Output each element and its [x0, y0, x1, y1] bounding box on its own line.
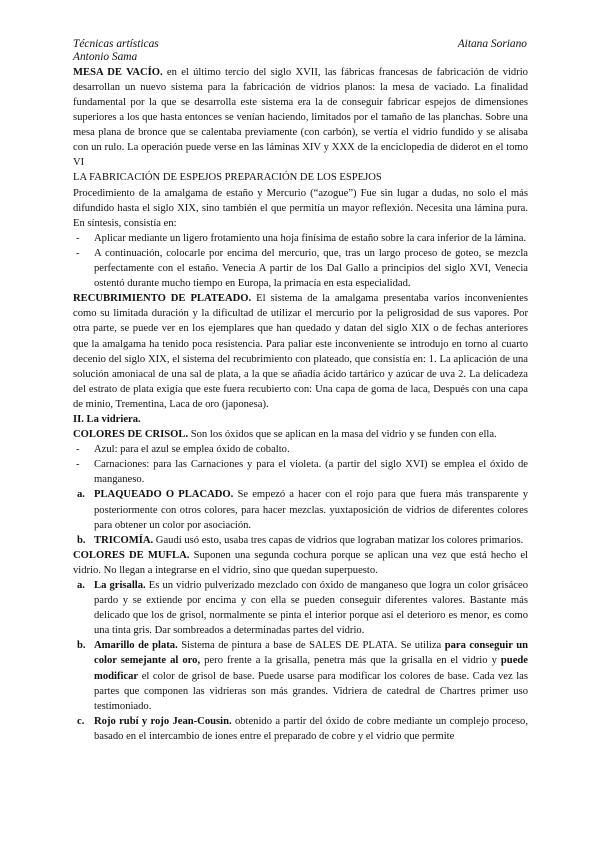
text-tricomia: Gaudí usó esto, usaba tres capas de vidrios que lograban matizar los colores primarios.	[153, 534, 524, 546]
list-mufla-techniques	[73, 578, 528, 744]
text-grisalla: Es un vidrio pulverizado mezclado con óxido de manganeso que logra un color grisáceo pardo y se extiende por encima y con ella se pueden conseguir diferentes valores. Bastante más delicado que los de grisol, normalmente se pinta el interior porque así el deterioro es menor, es como una tinta gris. Dar sombreados a determinadas partes del vidrio.	[94, 580, 528, 637]
emphasis-color-oro: para conseguir un color semejante al oro,	[94, 640, 528, 667]
list-marker: c.	[77, 715, 85, 727]
paragraph-colores-mufla	[73, 548, 528, 578]
emphasis-puede-modificar: puede modificar	[94, 655, 528, 682]
term-colores-crisol: COLORES DE CRISOL.	[73, 429, 189, 441]
list-item	[73, 638, 528, 713]
header-author: Aitana Soriano	[457, 38, 527, 50]
text-rojo-rubi: obtenido a partir del óxido de cobre mediante un complejo proceso, basado en el intercambio de iones entre el preparado de cobre y el vidrio que permite	[94, 715, 528, 742]
list-item: - Carnaciones: para las Carnaciones y para el violeta. (a partir del siglo XVI) se emplea el óxido de manganeso.	[73, 457, 528, 487]
paragraph-mesa-de-vacio	[73, 65, 528, 171]
text-mesa-de-vacio: en el último tercio del siglo XVII, las fábricas francesas de fabricación de vidrio desarrollan un nuevo sistema para la fabricación de vidrios planos: la mesa de vaciado. La finalidad fundamental por la que se desarrolla este sistema era la de conseguir fabricar espejos de dimensiones superiores a los que hasta entonces se venían haciendo, limitados por el tamaño de las planchas. Sobre una mesa plana de bronce que se calentaba previamente (con carbón), se vertía el vidrio fundido y se alisaba con un rulo. La operación puede verse en las láminas XIV y XXX de la enciclopedia de diderot en el tomo VI	[73, 66, 528, 169]
list-item: - A continuación, colocarle por encima del mercurio, que, tras un largo proceso de goteo, se mezcla perfectamente con el estaño. Venecia A partir de los Dal Gallo a principios del siglo XVI, Venecia ostentó durante mucho tiempo en Europa, la primacía en esta especialidad.	[73, 246, 528, 291]
text-colores-mufla: Suponen una segunda cochura porque se aplican una vez que está hecho el vidrio. No llegan a integrarse en el vidrio, sino que quedan superpuesto.	[73, 549, 528, 576]
paragraph-colores-crisol	[73, 427, 528, 442]
list-item	[73, 487, 528, 532]
list-item	[73, 578, 528, 638]
paragraph-recubrimiento	[73, 291, 528, 412]
list-crisol-techniques	[73, 487, 528, 547]
text-amarillo-plata-3: el color de grisol de base. Puede usarse para modificar los colores de base. Cada vez las partes que componen las vidrieras son más grandes. Vidriera de catedral de Chartres primer uso testimoniado.	[94, 670, 528, 712]
list-item	[73, 714, 528, 744]
term-amarillo-plata: Amarillo de plata.	[94, 640, 178, 652]
list-amalgama-steps	[73, 231, 528, 291]
page-header	[73, 38, 528, 65]
text-colores-crisol: Son los óxidos que se aplican en la masa del vidrio y se funden con ella.	[188, 429, 497, 441]
heading-fabricacion-espejos: LA FABRICACIÓN DE ESPEJOS PREPARACIÓN DE LOS ESPEJOS	[73, 172, 382, 184]
term-plaqueado: PLAQUEADO O PLACADO.	[94, 489, 234, 501]
list-marker: b.	[77, 640, 86, 652]
term-mesa-de-vacio: MESA DE VACÍO.	[73, 66, 163, 78]
term-rojo-rubi: Rojo rubí y rojo Jean-Cousin.	[94, 715, 232, 727]
document-page	[73, 38, 528, 744]
list-item: - Aplicar mediante un ligero frotamiento una hoja finísima de estaño sobre la cara inferior de la lámina.	[73, 231, 528, 246]
header-subject: Técnicas artísticas	[73, 38, 159, 50]
term-colores-mufla: COLORES DE MUFLA.	[73, 549, 190, 561]
header-coauthor: Antonio Sama	[73, 51, 138, 64]
term-tricomia: TRICOMÍA.	[94, 534, 154, 546]
list-marker: a.	[77, 580, 85, 591]
list-item: - Azul: para el azul se emplea óxido de cobalto.	[73, 442, 528, 457]
list-item	[73, 533, 528, 548]
paragraph-amalgama: Procedimiento de la amalgama de estaño y Mercurio (“azogue”) Fue sin lugar a dudas, no solo el más difundido hasta el siglo XIX, sino también el que permitía un mayor reflexión. Necesita una lámina pura. En síntesis, consistía en:	[73, 187, 528, 229]
text-amarillo-plata-2: pero frente a la grisalla, penetra más que la grisalla en el vidrio y	[200, 655, 501, 667]
list-marker: b.	[77, 534, 86, 546]
text-recubrimiento: El sistema de la amalgama presentaba varios inconvenientes como su limitada duración y la dificultad de utilizar el mercurio por la peligrosidad de sus vapores. Por otra parte, se puede ver en los ejemplares que han quedado y datan del siglo XIX o de fechas anteriores que la amalgama ha tenido poca resistencia. Para paliar este inconveniente se introdujo en torno al cuarto decenio del siglo XIX, el sistema del recubrimiento con plateado, que consistía en: 1. La aplicación de una solución amoniacal de una sal de plata, a la que se añadía ácido tartárico y azúcar de uva 2. La delicadeza del estrato de plata exigía que este fuera recubierto con: Una capa de goma de laca, Después con una capa de minio, Trementina, Laca de oro (japonesa).	[73, 293, 528, 410]
list-crisol-colors	[73, 442, 528, 487]
text-amarillo-plata-1: Sistema de pintura a base de SALES DE PLATA. Se utiliza	[177, 640, 445, 652]
term-grisalla: La grisalla.	[94, 580, 146, 591]
term-recubrimiento: RECUBRIMIENTO DE PLATEADO.	[73, 293, 252, 305]
heading-vidriera: II. La vidriera.	[73, 413, 141, 425]
list-marker: a.	[77, 489, 85, 501]
text-plaqueado: Se empezó a hacer con el rojo para que fuera más transparente y posteriormente con otros colores, para hacer mezclas. yuxtaposición de vidrios de diferentes colores para obtener un color por asociación.	[94, 489, 528, 531]
